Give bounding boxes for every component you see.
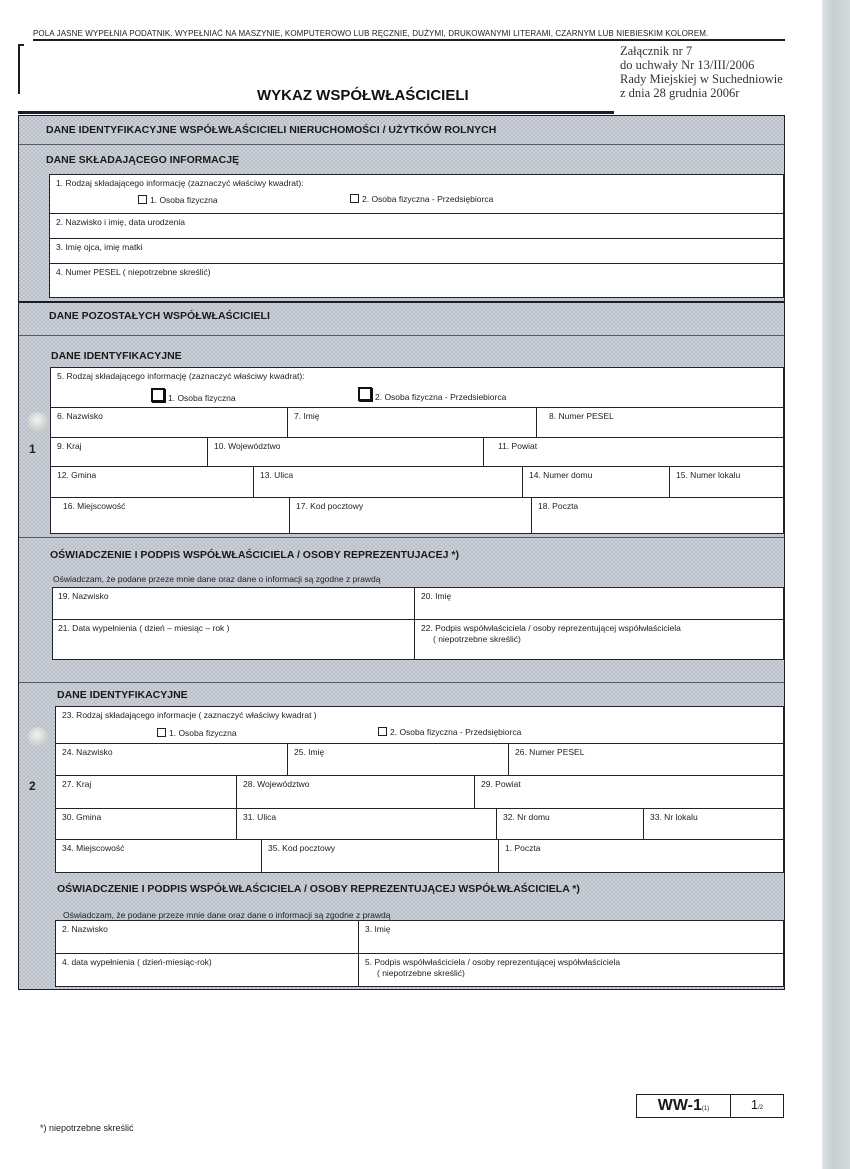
owner2-field-county[interactable]	[474, 775, 784, 809]
section-main-title: DANE IDENTYFIKACYJNE WSPÓŁWŁAŚCICIELI NIERUCHOMOŚCI / UŻYTKÓW ROLNYCH	[46, 124, 497, 136]
field-label: 22. Podpis współwłaściciela / osoby reprezentującej współwłaściciela	[421, 623, 681, 633]
owner1-decl-title: OŚWIADCZENIE I PODPIS WSPÓŁWŁAŚCICIELA / OSOBY REPREZENTUJACEJ *)	[50, 549, 459, 561]
page-indicator	[731, 1095, 783, 1117]
owner1-field-county[interactable]	[483, 437, 784, 467]
field-label: 34. Miejscowość	[62, 843, 125, 853]
field-label: 2. Nazwisko	[62, 924, 108, 934]
option-entrepreneur[interactable]	[358, 387, 506, 402]
form-code-version: (1)	[701, 1106, 710, 1112]
divider	[19, 537, 784, 538]
annex-line: Załącznik nr 7	[620, 44, 693, 58]
submitter-title: DANE SKŁADAJĄCEGO INFORMACJĘ	[46, 154, 240, 166]
checkbox-icon[interactable]	[138, 195, 147, 204]
owner1-field-sign-firstname[interactable]	[414, 587, 784, 620]
checkbox-icon[interactable]	[151, 388, 165, 402]
owner2-field-commune[interactable]	[55, 808, 237, 840]
field-label: 6. Nazwisko	[57, 411, 103, 421]
option-label: 2. Osoba fizyczna - Przedsiębiorca	[390, 727, 522, 737]
punch-hole-icon	[28, 727, 48, 747]
field-name-birthdate[interactable]	[49, 213, 784, 239]
option-natural-person[interactable]	[157, 728, 237, 738]
owner2-field-flat-no[interactable]	[643, 808, 784, 840]
field-label: 3. Imię ojca, imię matki	[56, 242, 143, 252]
page-total: /2	[758, 1105, 764, 1111]
field-label: 23. Rodzaj składającego informacje ( zaznaczyć właściwy kwadrat )	[62, 710, 317, 720]
owner2-field-sign-surname[interactable]	[55, 920, 359, 954]
field-label: 21. Data wypełnienia ( dzień – miesiąc – rok )	[58, 623, 230, 633]
owner2-field-postcode[interactable]	[261, 839, 499, 873]
owner2-field-street[interactable]	[236, 808, 497, 840]
field-label: 33. Nr lokalu	[650, 812, 698, 822]
field-label: 28. Województwo	[243, 779, 310, 789]
option-entrepreneur[interactable]	[350, 194, 493, 204]
owner1-field-postcode[interactable]	[289, 497, 532, 534]
owner1-field-post-office[interactable]	[531, 497, 784, 534]
field-label: 25. Imię	[294, 747, 325, 757]
field-label: 26. Numer PESEL	[515, 747, 585, 757]
owner2-field-house-no[interactable]	[496, 808, 644, 840]
field-label: 18. Poczta	[538, 501, 579, 511]
owner2-field-post-office[interactable]	[498, 839, 784, 873]
field-hint: ( niepotrzebne skreślić)	[377, 968, 465, 978]
option-label: 1. Osoba fizyczna	[169, 728, 237, 738]
field-hint: ( niepotrzebne skreślić)	[433, 634, 521, 644]
option-natural-person[interactable]	[151, 388, 236, 403]
field-label: 4. Numer PESEL ( niepotrzebne skreślić)	[56, 267, 211, 277]
field-label: 5. Podpis współwłaściciela / osoby reprezentującej współwłaściciela	[365, 957, 621, 967]
field-label: 7. Imię	[294, 411, 320, 421]
owner1-field-house-no[interactable]	[522, 466, 670, 498]
owner1-number: 1	[29, 442, 36, 456]
form-code	[637, 1095, 731, 1117]
divider	[19, 144, 784, 145]
owner1-field-signature[interactable]	[414, 619, 784, 660]
field-label: 30. Gmina	[62, 812, 102, 822]
field-submitter-type[interactable]	[49, 174, 784, 214]
field-label: 2. Nazwisko i imię, data urodzenia	[56, 217, 185, 227]
field-label: 13. Ulica	[260, 470, 294, 480]
option-label: 1. Osoba fizyczna	[150, 195, 218, 205]
field-label: 5. Rodzaj składającego informację (zaznaczyć właściwy kwadrat):	[57, 371, 305, 381]
title-rule	[18, 111, 614, 114]
checkbox-icon[interactable]	[350, 194, 359, 203]
header-rule	[33, 39, 785, 41]
option-natural-person[interactable]	[138, 195, 218, 205]
field-label: 9. Kraj	[57, 441, 82, 451]
owner2-decl-title: OŚWIADCZENIE I PODPIS WSPÓŁWŁAŚCICIELA / OSOBY REPREZENTUJĄCEJ WSPÓŁWŁAŚCICIELA *)	[57, 883, 580, 895]
owner1-field-commune[interactable]	[50, 466, 254, 498]
section-main	[18, 115, 785, 302]
header-corner-mark-top	[18, 44, 24, 46]
page-title: WYKAZ WSPÓŁWŁAŚCICIELI	[257, 87, 469, 104]
owner1-field-pesel[interactable]	[536, 407, 784, 438]
owner1-field-city[interactable]	[50, 497, 290, 534]
scanner-edge	[822, 0, 850, 1169]
owner1-field-street[interactable]	[253, 466, 523, 498]
owner2-field-sign-firstname[interactable]	[358, 920, 784, 954]
field-label: 3. Imię	[365, 924, 391, 934]
owner1-field-flat-no[interactable]	[669, 466, 784, 498]
checkbox-icon[interactable]	[157, 728, 166, 737]
owner1-field-sign-surname[interactable]	[52, 587, 415, 620]
owner2-number: 2	[29, 779, 36, 793]
page-number: 1	[750, 1097, 759, 1112]
field-label: 17. Kod pocztowy	[296, 501, 364, 511]
owner1-field-voivodeship[interactable]	[207, 437, 484, 467]
form-code-box	[636, 1094, 784, 1118]
field-label: 8. Numer PESEL	[549, 411, 614, 421]
footnote: *) niepotrzebne skreślić	[40, 1123, 134, 1133]
owner2-decl-text: Oświadczam, że podane przeze mnie dane oraz dane o informacji są zgodne z prawdą	[63, 910, 391, 920]
divider	[19, 682, 784, 683]
annex-line: do uchwały Nr 13/III/2006	[620, 58, 755, 72]
owner2-field-signature[interactable]	[358, 953, 784, 987]
field-label: 15. Numer lokalu	[676, 470, 741, 480]
annex-line: z dnia 28 grudnia 2006r	[620, 86, 740, 100]
owner2-field-fill-date[interactable]	[55, 953, 359, 987]
punch-hole-icon	[28, 412, 48, 432]
fill-instruction: POLA JASNE WYPEŁNIA PODATNIK. WYPEŁNIAĆ NA MASZYNIE, KOMPUTEROWO LUB RĘCZNIE, DUŻYMI, DRUKOWANYMI LITERAMI, CZARNYM LUB NIEBIESKIM KOLOREM.	[33, 29, 709, 38]
owner2-ident-title: DANE IDENTYFIKACYJNE	[57, 689, 188, 701]
field-label: 1. Rodzaj składającego informację (zaznaczyć właściwy kwadrat):	[56, 178, 304, 188]
owner2-field-city[interactable]	[55, 839, 262, 873]
owner2-field-pesel[interactable]	[508, 743, 784, 776]
section-others-title: DANE POZOSTAŁYCH WSPÓŁWŁAŚCICIELI	[49, 310, 270, 322]
field-label: 35. Kod pocztowy	[268, 843, 336, 853]
field-label: 11. Powiat	[498, 441, 538, 451]
owner2-field-firstname[interactable]	[287, 743, 509, 776]
field-label: 31. Ulica	[243, 812, 277, 822]
divider	[19, 335, 784, 336]
field-label: 20. Imię	[421, 591, 452, 601]
field-label: 27. Kraj	[62, 779, 92, 789]
field-label: 19. Nazwisko	[58, 591, 109, 601]
option-label: 1. Osoba fizyczna	[168, 393, 236, 403]
owner1-ident-title: DANE IDENTYFIKACYJNE	[51, 350, 182, 362]
owner1-field-surname[interactable]	[50, 407, 288, 438]
field-label: 24. Nazwisko	[62, 747, 113, 757]
owner1-decl-text: Oświadczam, że podane przeze mnie dane oraz dane o informacji są zgodne z prawdą	[53, 574, 381, 584]
checkbox-icon[interactable]	[358, 387, 372, 401]
field-label: 1. Poczta	[505, 843, 541, 853]
owner2-field-surname[interactable]	[55, 743, 288, 776]
form-code-label: WW-1	[657, 1097, 702, 1114]
field-parents[interactable]	[49, 238, 784, 264]
owner2-field-voivodeship[interactable]	[236, 775, 475, 809]
header-corner-mark	[18, 44, 20, 94]
field-label: 29. Powiat	[481, 779, 521, 789]
field-label: 10. Województwo	[214, 441, 281, 451]
owner1-field-country[interactable]	[50, 437, 208, 467]
owner1-field-fill-date[interactable]	[52, 619, 415, 660]
field-label: 12. Gmina	[57, 470, 97, 480]
field-label: 4. data wypełnienia ( dzień-miesiąc-rok)	[62, 957, 212, 967]
option-label: 2. Osoba fizyczna - Przedsiebiorca	[375, 392, 507, 402]
checkbox-icon[interactable]	[378, 727, 387, 736]
field-pesel[interactable]	[49, 263, 784, 298]
field-label: 16. Miejscowość	[63, 501, 126, 511]
owner2-field-country[interactable]	[55, 775, 237, 809]
option-label: 2. Osoba fizyczna - Przedsiębiorca	[362, 194, 494, 204]
owner2-field-type[interactable]	[55, 706, 784, 744]
option-entrepreneur[interactable]	[378, 727, 521, 737]
owner1-field-type[interactable]	[50, 367, 784, 408]
owner1-field-firstname[interactable]	[287, 407, 537, 438]
field-label: 14. Numer domu	[529, 470, 593, 480]
field-label: 32. Nr domu	[503, 812, 550, 822]
section-others	[18, 302, 785, 990]
annex-note	[620, 44, 783, 100]
annex-line: Rady Miejskiej w Suchedniowie	[620, 72, 783, 86]
